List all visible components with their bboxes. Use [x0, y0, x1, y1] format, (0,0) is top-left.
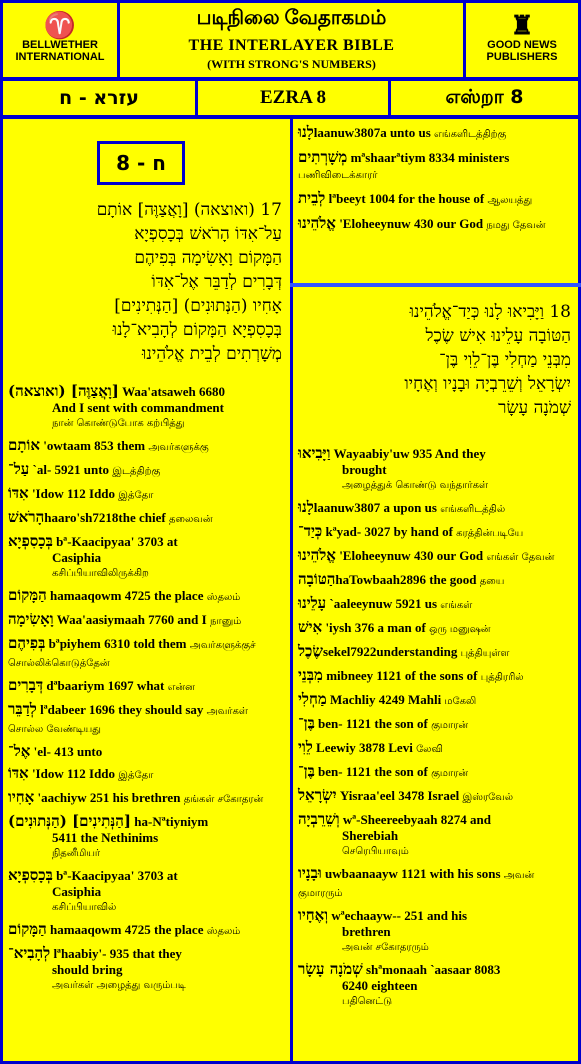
word-entry [8, 611, 282, 630]
transliteration: sekel7922understanding [322, 644, 461, 659]
verse-line: שְׁמֹנָה עָשָׂר [498, 398, 571, 418]
logo-right-line2: PUBLISHERS [486, 51, 558, 63]
word-entry [8, 813, 282, 862]
hebrew-word: אוֹתָם [8, 436, 40, 454]
tamil-gloss: பணிவிடைக்காரர் [298, 170, 378, 181]
transliteration: 'el- 413 unto [30, 744, 103, 759]
hebrew-word: דְּבָרִים [8, 676, 44, 694]
tamil-gloss: தலைவன் [168, 514, 213, 525]
hebrew-word: שְׁמֹנָה עָשָׂר [298, 960, 363, 978]
hebrew-word: בֶּן־ [298, 762, 315, 780]
header-hebrew: עזרא - ח [59, 87, 139, 109]
word-entry [8, 677, 282, 696]
verse-line: מְשָׁרְתִים לְבֵית אֱלֹהֵינוּ [142, 344, 282, 364]
hebrew-word: וָאָשִׂימָה [8, 610, 54, 628]
word-entry [298, 445, 571, 494]
logo-left-line1: BELLWETHER [22, 39, 98, 51]
word-entry [298, 124, 571, 143]
tamil-gloss: ஒரு மனுஷன் [429, 624, 491, 635]
word-entry [298, 739, 571, 758]
hebrew-word: אִישׁ [298, 618, 323, 636]
transliteration: lªdabeer 1696 they should say [36, 702, 207, 717]
transliteration: mibneey 1121 of the sons of [322, 668, 481, 683]
ram-icon: ♈ [43, 10, 77, 40]
tamil-gloss: எங்கள் தேவன் [486, 552, 555, 563]
word-entry [298, 499, 571, 518]
hebrew-word: מִבְּנֵי [298, 666, 323, 684]
transliteration: 'iysh 376 a man of [322, 620, 430, 635]
gloss-continued: should bring [52, 962, 123, 977]
transliteration: lªbeeyt 1004 for the house of [325, 191, 488, 206]
tamil-gloss: தங்கள் சகோதரன் [183, 794, 264, 805]
hebrew-word: בְּכָסִפְיָא [8, 866, 53, 884]
transliteration: bª-Kaacipyaa' 3703 at [52, 534, 178, 549]
good-news-logo [470, 11, 574, 63]
chapter-badge [97, 141, 185, 185]
word-entry [298, 215, 571, 234]
word-entry [298, 907, 571, 956]
transliteration: kªyad- 3027 by hand of [322, 524, 457, 539]
word-entry [298, 763, 571, 782]
tamil-gloss: லேவி [416, 744, 443, 755]
transliteration: laanuw3807 a upon us [313, 500, 441, 515]
gloss-continued: And I sent with commandment [52, 400, 224, 415]
hebrew-word: [הַנְּתִינִים] (הַנְּתוּנִים) [8, 812, 132, 830]
tamil-gloss: ஆலயத்து [487, 195, 533, 206]
verse-line: הַמָּקוֹם וָאָשִׂימָה בְּפִיהֶם [134, 248, 282, 268]
gloss-continued: brethren [342, 924, 391, 939]
tamil-gloss: புத்தியுள்ள [460, 648, 510, 659]
tamil-gloss: தயை [479, 576, 505, 587]
verse-line: 17 (ואוצאה) [וָאֲצַוֶּה] אוֹתָם [96, 200, 282, 220]
title-tamil: படிநிலை வேதாகமம் [196, 7, 387, 29]
tamil-gloss: எங்களிடத்திற்கு [434, 129, 507, 140]
word-entry [8, 743, 282, 760]
word-entry [8, 635, 282, 672]
hebrew-word: אִדּוֹ [8, 764, 29, 782]
gloss-continued: 6240 eighteen [342, 978, 418, 993]
hebrew-word: לֵוִי [298, 738, 313, 756]
hebrew-word: בְּכָסִפְיָא [8, 532, 53, 550]
tamil-gloss: அவன் குமாரரும் [298, 870, 535, 899]
transliteration: 'owtaam 853 them [39, 438, 149, 453]
transliteration: Waa'atsaweh 6680 [118, 384, 226, 399]
hebrew-word: בְּפִיהֶם [8, 634, 46, 652]
word-entry [8, 921, 282, 940]
hebrew-word: יִשְׂרָאֵל [298, 786, 337, 804]
transliteration: ha-Nªtiyniym [131, 814, 209, 829]
hebrew-word: וְאֶחָיו [298, 906, 329, 924]
transliteration: Wayaabiy'uw 935 And they [330, 446, 486, 461]
hebrew-word: בֶּן־ [298, 714, 315, 732]
tamil-gloss: நான் கொண்டுபோக கற்பித்து [52, 418, 185, 429]
tamil-gloss: கசிப்பியாவிலிருக்கிற [52, 568, 149, 579]
title-box [117, 0, 466, 80]
transliteration: uwbaanaayw 1121 with his sons [321, 866, 504, 881]
hebrew-word: וְשֵׁרֵבְיָה [298, 810, 340, 828]
right-entries-list [298, 445, 571, 1015]
word-entry [298, 547, 571, 566]
tamil-gloss: கசிப்பியாவில் [52, 902, 117, 913]
verse-line: דְּבָרִים לְדַבֵּר אֶל־אִדּוֹ [151, 272, 282, 292]
transliteration: 'Eloheeynuw 430 our God [335, 216, 487, 231]
gloss-continued: 5411 the Nethinims [52, 830, 159, 845]
hebrew-word: לָנוּ [298, 498, 314, 516]
word-entry [298, 571, 571, 590]
tamil-gloss: இஸ்ரவேல் [462, 792, 514, 803]
transliteration: Leewiy 3878 Levi [312, 740, 417, 755]
transliteration: ben- 1121 the son of [314, 764, 432, 779]
word-entry [298, 811, 571, 860]
header-english-box [195, 78, 391, 118]
tamil-gloss: இத்தோ [118, 770, 154, 781]
hebrew-word: הַטּוֹבָה [298, 570, 336, 588]
tamil-gloss: நானும் [209, 616, 242, 627]
hebrew-word: שֶׂכֶל [298, 642, 323, 660]
transliteration: 'Idow 112 Iddo [28, 486, 119, 501]
tamil-gloss: அவர்கள் அழைத்து வரும்படி [52, 980, 186, 991]
tamil-gloss: ஸ்தலம் [206, 592, 241, 603]
hebrew-word: אִדּוֹ [8, 484, 29, 502]
logo-right-box [463, 0, 581, 80]
logo-left-box [0, 0, 120, 80]
header-tamil-box [388, 78, 581, 118]
verse-17-hebrew [8, 198, 282, 366]
word-entry [298, 595, 571, 614]
verse-line: עַל־אִדּוֹ הָרֹאשׁ בְּכָסִפְיָא [134, 224, 282, 244]
transliteration: 'Eloheeynuw 430 our God [335, 548, 487, 563]
tamil-gloss: அவன் சகோதரரும் [342, 942, 429, 953]
tamil-gloss: குமாரன் [431, 768, 469, 779]
hebrew-word: אָחִיו [8, 788, 35, 806]
chapter-badge-label: ח - 8 [116, 151, 166, 175]
word-entry [8, 789, 282, 808]
hebrew-word: לְהָבִיא־ [8, 944, 51, 962]
transliteration: ben- 1121 the son of [314, 716, 432, 731]
hebrew-word: [וָאֲצַוֶּה] (ואוצאה) [8, 382, 119, 400]
word-entry [298, 865, 571, 902]
tamil-gloss: கரத்தின்படியே [456, 528, 524, 539]
logo-right-line1: GOOD NEWS [487, 39, 557, 51]
verse-line: אָחִיו (הַנְּתוּנִים) [הַנְּתִינִים] [114, 296, 282, 316]
tamil-gloss: நமது தேவன் [486, 220, 546, 231]
transliteration: wª-Sheereebyaah 8274 and [339, 812, 491, 827]
tamil-gloss: மகேலி [444, 696, 477, 707]
hebrew-word: אֶל־ [8, 742, 31, 760]
gloss-continued: Sherebiah [342, 828, 399, 843]
verse-line: מִבְּנֵי מַחְלִי בֶּן־לֵוִי בֶּן־ [439, 350, 571, 370]
hebrew-word: מַחְלִי [298, 690, 327, 708]
header-english: EZRA 8 [260, 87, 326, 108]
transliteration: Machliy 4249 Mahli [326, 692, 445, 707]
tamil-gloss: செரெபியாவும் [342, 846, 409, 857]
transliteration: haaro'sh7218the chief [44, 510, 169, 525]
transliteration: bªpiyhem 6310 told them [45, 636, 190, 651]
transliteration: bª-Kaacipyaa' 3703 at [52, 868, 178, 883]
transliteration: 'Idow 112 Iddo [28, 766, 119, 781]
word-entry [298, 691, 571, 710]
word-entry [298, 961, 571, 1010]
word-entry [8, 485, 282, 504]
tamil-gloss: அவர்களுக்குச் சொல்லிக்கொடுத்தேன் [8, 640, 256, 669]
word-entry [298, 619, 571, 638]
left-entries-list [8, 383, 282, 999]
hebrew-word: עָלֵינוּ [298, 594, 327, 612]
hebrew-word: לָנוּ [298, 123, 314, 141]
word-entry [298, 523, 571, 542]
hebrew-word: הַמָּקוֹם [8, 586, 47, 604]
tamil-gloss: அவர்கள் சொல்ல வேண்டியது [8, 706, 248, 735]
tamil-gloss: அவர்களுக்கு [148, 442, 209, 453]
word-entry [298, 715, 571, 734]
tamil-gloss: பதினெட்டு [342, 996, 392, 1007]
transliteration: shªmonaah `aasaar 8083 [362, 962, 501, 977]
hebrew-word: כְּיַד־ [298, 522, 323, 540]
hebrew-word: אֱלֹהֵינוּ [298, 214, 336, 232]
word-entry [8, 945, 282, 994]
transliteration: Waa'aasiymaah 7760 and I [53, 612, 210, 627]
hebrew-word: וּבָנָיו [298, 864, 322, 882]
hebrew-word: עַל־ [8, 460, 30, 478]
word-entry [298, 643, 571, 662]
gloss-continued: brought [342, 462, 387, 477]
transliteration: `aaleeynuw 5921 us [326, 596, 441, 611]
hebrew-word: מְשָׁרְתִים [298, 148, 348, 166]
tamil-gloss: எங்கள் [440, 600, 473, 611]
transliteration: `al- 5921 unto [29, 462, 113, 477]
tamil-gloss: என்ன [167, 682, 195, 693]
hebrew-word: וַיָּבִיאוּ [298, 444, 331, 462]
header-hebrew-box [0, 78, 198, 118]
word-entry [8, 509, 282, 528]
hebrew-word: לְבֵית [298, 189, 326, 207]
word-entry [8, 587, 282, 606]
word-entry [8, 383, 282, 432]
logo-left-line2: INTERNATIONAL [15, 51, 105, 63]
tamil-gloss: எங்களிடத்தில் [440, 504, 506, 515]
verse-line: 18 וַיָּבִיאוּ לָנוּ כְּיַד־אֱלֹהֵינוּ [409, 302, 571, 322]
word-entry [298, 190, 571, 209]
verse-18-hebrew [298, 300, 571, 420]
right-column-divider [290, 283, 581, 287]
transliteration: wªechaayw-- 251 and his [328, 908, 468, 923]
bellwether-logo [7, 11, 113, 63]
transliteration: 'aachiyw 251 his brethren [34, 790, 184, 805]
hebrew-word: לְדַבֵּר [8, 700, 37, 718]
transliteration: dªbaariym 1697 what [43, 678, 168, 693]
tamil-gloss: புத்திரரில் [480, 672, 524, 683]
word-entry [8, 867, 282, 916]
title-english: THE INTERLAYER BIBLE [188, 37, 395, 54]
word-entry [8, 533, 282, 582]
tamil-gloss: அழைத்துக் கொண்டு வந்தார்கள் [342, 480, 488, 491]
word-entry [8, 461, 282, 480]
transliteration: haTowbaah2896 the good [335, 572, 480, 587]
tamil-gloss: ஸ்தலம் [206, 926, 241, 937]
hebrew-word: הַמָּקוֹם [8, 920, 47, 938]
transliteration: Yisraa'eel 3478 Israel [336, 788, 463, 803]
verse-line: בְּכָסִפְיָא הַמָּקוֹם לְהָבִיא־לָנוּ [112, 320, 282, 340]
transliteration: lªhaabiy'- 935 that they [50, 946, 182, 961]
verse-line: יִשְׂרָאֵל וְשֵׁרֵבְיָה וּבָנָיו וְאֶחָיו [404, 374, 571, 394]
word-entry [298, 787, 571, 806]
tamil-gloss: இடத்திற்கு [112, 466, 161, 477]
header-tamil: எஸ்றா 8 [445, 85, 524, 108]
word-entry [8, 437, 282, 456]
hebrew-word: אֱלֹהֵינוּ [298, 546, 336, 564]
gloss-continued: Casiphia [52, 550, 102, 565]
transliteration: hamaaqowm 4725 the place [46, 588, 207, 603]
transliteration: mªshaarªtiym 8334 ministers [347, 150, 510, 165]
word-entry [8, 701, 282, 738]
tamil-gloss: குமாரன் [431, 720, 469, 731]
right-top-entries-list [298, 124, 571, 240]
word-entry [298, 667, 571, 686]
tamil-gloss: இத்தோ [118, 490, 154, 501]
verse-line: הַטּוֹבָה עָלֵינוּ אִישׁ שֶׂכֶל [425, 326, 571, 346]
gloss-continued: Casiphia [52, 884, 102, 899]
tamil-gloss: நிதனீமியர் [52, 848, 101, 859]
word-entry [8, 765, 282, 784]
transliteration: hamaaqowm 4725 the place [46, 922, 207, 937]
word-entry [298, 149, 571, 184]
lamp-icon: ♜ [510, 10, 534, 40]
transliteration: laanuw3807a unto us [313, 125, 435, 140]
hebrew-word: הָרֹאשׁ [8, 508, 45, 526]
title-subtitle: (WITH STRONG'S NUMBERS) [207, 57, 376, 71]
